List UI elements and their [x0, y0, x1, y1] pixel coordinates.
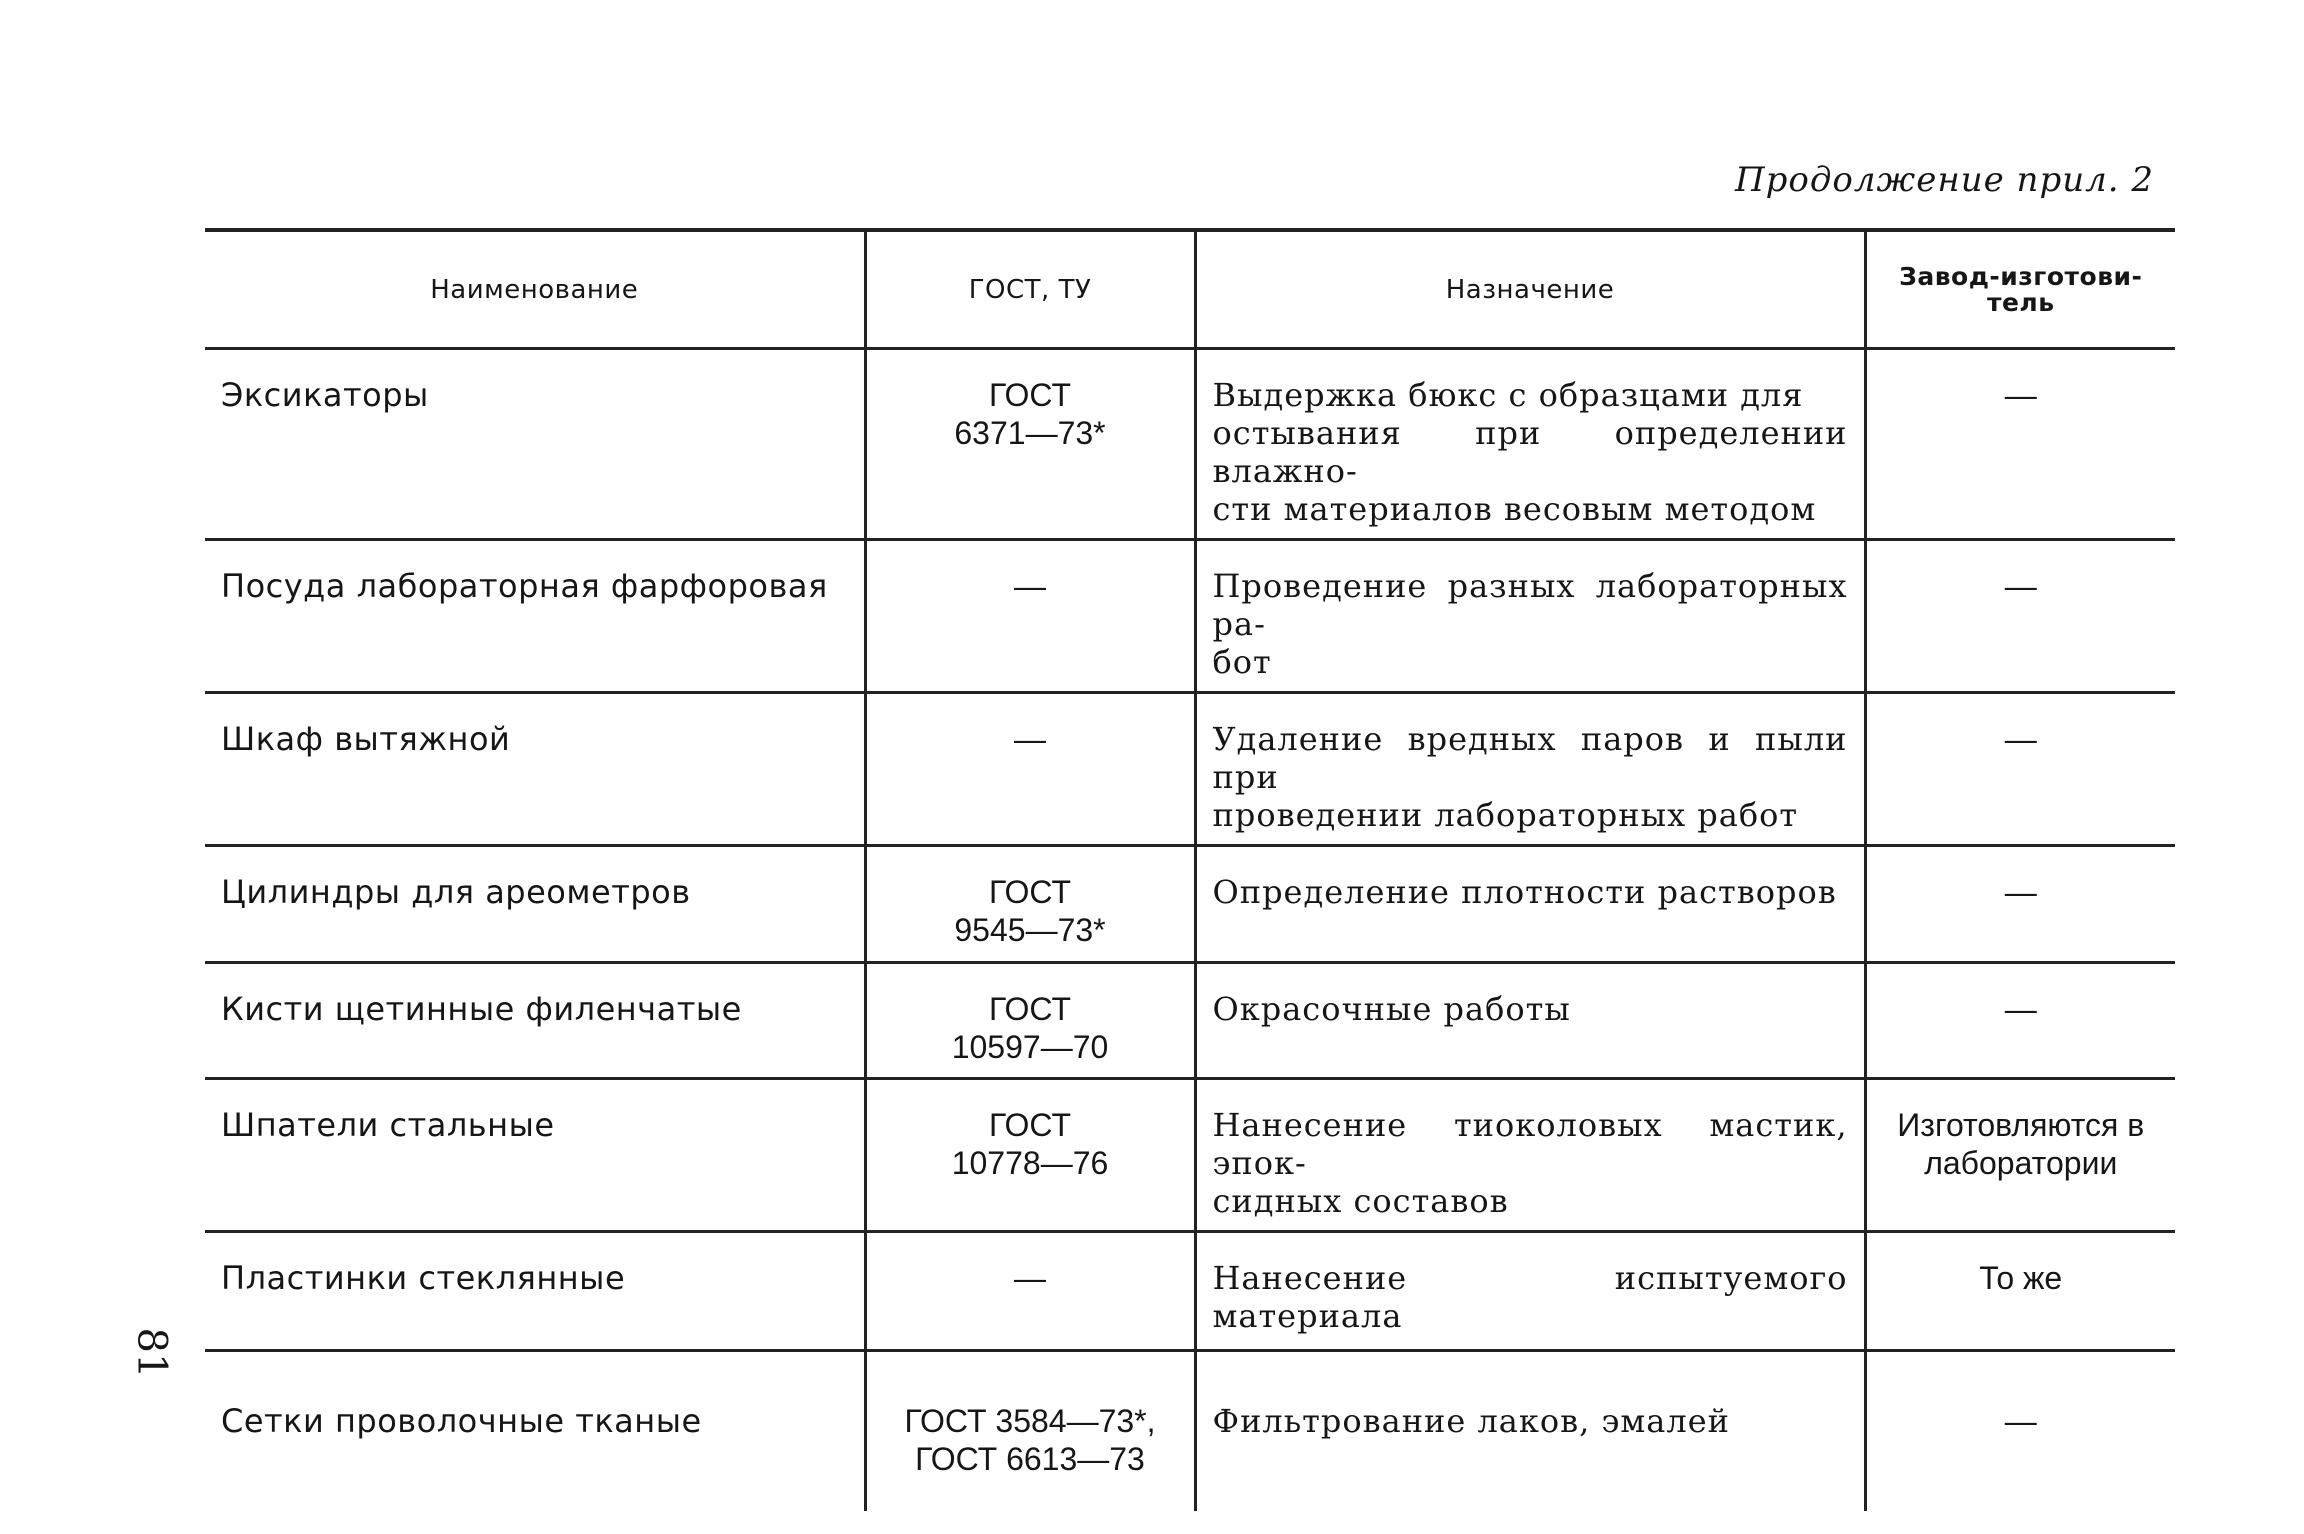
cell-maker	[1865, 693, 2175, 846]
header-name: Наименование	[430, 274, 639, 305]
equipment-table	[205, 228, 2175, 1511]
cell-gost	[865, 1079, 1195, 1232]
gost-line: —	[1014, 568, 1046, 604]
table-row	[205, 540, 2175, 693]
maker-line: Изготовляются в	[1897, 1107, 2145, 1143]
purpose-line: остывания при определении влажно-	[1212, 414, 1848, 490]
cell-gost	[865, 846, 1195, 963]
purpose-line: сидных составов	[1212, 1182, 1509, 1220]
cell-gost	[865, 693, 1195, 846]
purpose-line: Окрасочные работы	[1212, 990, 1571, 1028]
purpose-line: Фильтрование лаков, эмалей	[1212, 1402, 1730, 1440]
cell-name: Посуда лабораторная фарфоровая	[221, 567, 828, 605]
cell-purpose	[1195, 349, 1865, 540]
maker-line: То же	[1979, 1260, 2063, 1296]
cell-name: Цилиндры для ареометров	[221, 873, 691, 911]
table-row	[205, 1232, 2175, 1351]
maker-line: —	[2004, 721, 2037, 757]
continuation-label: Продолжение прил. 2	[1735, 160, 2154, 200]
cell-maker	[1865, 963, 2175, 1079]
cell-purpose	[1195, 540, 1865, 693]
cell-name: Эксикаторы	[221, 376, 429, 414]
table-row	[205, 846, 2175, 963]
header-purpose: Назначение	[1195, 230, 1865, 349]
cell-name: Кисти щетинные филенчатые	[221, 990, 742, 1028]
purpose-line: Определение плотности растворов	[1212, 873, 1837, 911]
gost-line: ГОСТ	[988, 874, 1071, 910]
gost-line: ГОСТ 3584—73*,	[904, 1403, 1156, 1439]
maker-line: —	[2004, 1403, 2037, 1439]
cell-purpose	[1195, 963, 1865, 1079]
header-maker-line: Завод-изготови-	[1899, 261, 2143, 291]
cell-purpose	[1195, 846, 1865, 963]
purpose-line: Проведение разных лабораторных ра-	[1212, 567, 1848, 643]
cell-maker	[1865, 349, 2175, 540]
cell-gost	[865, 1351, 1195, 1511]
table-row	[205, 1079, 2175, 1232]
cell-name: Шпатели стальные	[221, 1106, 555, 1144]
table-header-row	[205, 230, 2175, 349]
table-row	[205, 963, 2175, 1079]
cell-gost	[865, 349, 1195, 540]
gost-line: —	[1014, 721, 1046, 757]
cell-maker	[1865, 1351, 2175, 1511]
table-row	[205, 693, 2175, 846]
cell-purpose	[1195, 1351, 1865, 1511]
table-row	[205, 1351, 2175, 1511]
cell-name: Шкаф вытяжной	[221, 720, 511, 758]
purpose-line: проведении лабораторных работ	[1212, 796, 1799, 834]
gost-line: 10778—76	[951, 1145, 1109, 1181]
cell-name: Сетки проволочные тканые	[221, 1402, 702, 1440]
cell-maker	[1865, 1079, 2175, 1232]
table-row	[205, 349, 2175, 540]
purpose-line: Удаление вредных паров и пыли при	[1212, 720, 1848, 796]
purpose-line: сти материалов весовым методом	[1212, 490, 1817, 528]
maker-line: —	[2004, 377, 2037, 413]
gost-line: —	[1014, 1260, 1046, 1296]
gost-line: ГОСТ	[988, 377, 1071, 413]
cell-gost	[865, 1232, 1195, 1351]
gost-line: ГОСТ	[988, 991, 1071, 1027]
maker-line: —	[2004, 991, 2037, 1027]
cell-maker	[1865, 1232, 2175, 1351]
header-maker-line: тель	[1986, 287, 2055, 317]
purpose-line: Выдержка бюкс с образцами для	[1212, 376, 1804, 414]
purpose-line: бот	[1212, 643, 1272, 681]
gost-line: ГОСТ	[988, 1107, 1071, 1143]
gost-line: 9545—73*	[954, 912, 1106, 948]
cell-name: Пластинки стеклянные	[221, 1259, 626, 1297]
gost-line: 6371—73*	[954, 415, 1106, 451]
cell-gost	[865, 540, 1195, 693]
header-gost: ГОСТ, ТУ	[865, 230, 1195, 349]
gost-line: ГОСТ 6613—73	[915, 1441, 1145, 1477]
gost-line: 10597—70	[951, 1029, 1109, 1065]
cell-purpose	[1195, 1232, 1865, 1351]
maker-line: —	[2004, 568, 2037, 604]
purpose-line: Нанесение тиоколовых мастик, эпок-	[1212, 1106, 1848, 1182]
maker-line: лаборатории	[1924, 1145, 2118, 1181]
cell-gost	[865, 963, 1195, 1079]
maker-line: —	[2004, 874, 2037, 910]
header-maker	[1865, 230, 2175, 349]
page-number: 81	[128, 1327, 175, 1379]
cell-maker	[1865, 846, 2175, 963]
cell-purpose	[1195, 693, 1865, 846]
cell-purpose	[1195, 1079, 1865, 1232]
cell-maker	[1865, 540, 2175, 693]
purpose-line: Нанесение испытуемого материала	[1212, 1259, 1848, 1335]
